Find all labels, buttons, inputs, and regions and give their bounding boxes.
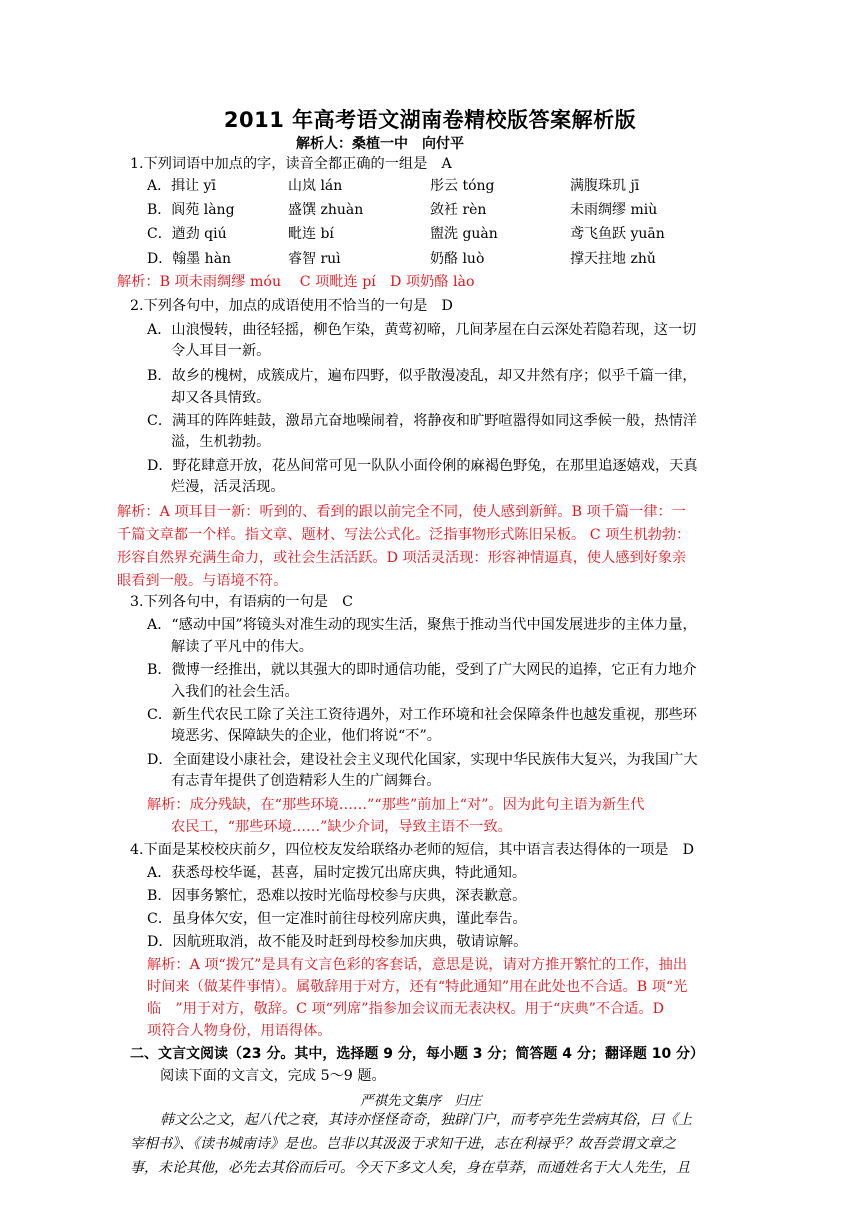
- q1-c-3: 盥洗 guàn: [430, 226, 498, 242]
- section-2-heading: 二、文言文阅读（23 分。其中，选择题 9 分，每小题 3 分；简答题 4 分；翻译题 10 分）: [130, 1046, 705, 1062]
- q3-line: 境恶劣、保障缺失的企业，他们将说“不”。: [171, 728, 441, 744]
- q2-line: 却又各具情致。: [171, 390, 271, 406]
- q1-d-4: 撑天拄地 zhǔ: [570, 251, 656, 267]
- q3-stem: 3.下列各句中，有语病的一句是 C: [130, 594, 354, 610]
- q4-option: C．虽身体欠安，但一定准时前往母校列席庆典，谨此奉告。: [147, 911, 527, 927]
- q1-a-2: 山岚 lán: [288, 178, 343, 194]
- q3-line: B．微博一经推出，就以其强大的即时通信功能，受到了广大网民的追捧，它正有力地介: [147, 662, 697, 678]
- q4-analysis: 临 ”用于对方，敬辞。C 项“列席”指参加会议而无表决权。用于“庆典”不合适。D: [147, 1001, 665, 1017]
- q1-b-4: 未雨绸缪 miù: [570, 202, 658, 218]
- q2-analysis: 千篇文章都一个样。指文章、题材、写法公式化。泛指事物形式陈旧呆板。 C 项生机勃勃：: [117, 527, 691, 543]
- q1-analysis: 解析：B 项未雨绸缪 móu C 项毗连 pí D 项奶酪 lào: [117, 274, 475, 290]
- q2-analysis: 形容自然界充满生命力，或社会生活活跃。D 项活灵活现：形容神情逼真，使人感到好象亲: [117, 550, 687, 566]
- q2-line: D．野花肆意开放，花丛间常可见一队队小面伶俐的麻褐色野兔，在那里追逐嬉戏，天真: [147, 458, 698, 474]
- author-line: 解析人：桑植一中 向付平: [296, 136, 464, 152]
- q2-line: B．故乡的槐树，成簇成片，遍布四野，似乎散漫凌乱，却又井然有序；似乎千篇一律，: [147, 368, 697, 384]
- q3-analysis: 解析：成分残缺，在“那些环境……”“那些”前加上“对”。因为此句主语为新生代: [147, 797, 645, 813]
- q2-line: 令人耳目一新。: [171, 343, 271, 359]
- q1-b-2: 盛馔 zhuàn: [288, 202, 364, 218]
- q4-analysis: 解析：A 项“拨冗”是具有文言色彩的客套话，意思是说，请对方推开繁忙的工作，抽出: [147, 957, 688, 973]
- q1-stem: 1.下列词语中加点的字，读音全都正确的一组是 A: [130, 156, 452, 172]
- essay-line: 事，未论其他，必先去其俗而后可。今天下多文人矣，身在草莽，而通姓名于大人先生，且: [130, 1160, 690, 1176]
- q2-line: C．满耳的阵阵蛙鼓，激昂亢奋地噪闹着，将静夜和旷野喧嚣得如同这季候一般，热情洋: [147, 413, 697, 429]
- essay-title: 严祺先文集序 归庄: [360, 1093, 482, 1109]
- section-2-intro: 阅读下面的文言文，完成 5～9 题。: [160, 1068, 386, 1084]
- q2-stem: 2.下列各句中，加点的成语使用不恰当的一句是 D: [130, 298, 453, 314]
- q3-line: C．新生代农民工除了关注工资待遇外，对工作环境和社会保障条件也越发重视，那些环: [147, 707, 697, 723]
- q1-d-1: D．翰墨 hàn: [147, 251, 232, 267]
- q1-b-3: 敛衽 rèn: [430, 202, 487, 218]
- q4-option: A．获悉母校华诞，甚喜，届时定拨冗出席庆典，特此通知。: [147, 865, 527, 881]
- q3-line: 有志青年提供了创造精彩人生的广阔舞台。: [171, 773, 441, 789]
- q1-d-3: 奶酪 luò: [430, 251, 485, 267]
- q2-analysis: 解析：A 项耳目一新：听到的、看到的跟以前完全不同，使人感到新鲜。B 项千篇一律：一: [117, 504, 686, 520]
- q4-analysis: 项符合人物身份，用语得体。: [147, 1023, 332, 1039]
- q4-option: B．因事务繁忙，恐难以按时光临母校参与庆典，深表歉意。: [147, 888, 527, 904]
- q1-a-3: 彤云 tóng: [430, 178, 495, 194]
- q2-line: 溢，生机勃勃。: [171, 434, 271, 450]
- q1-d-2: 睿智 ruì: [288, 251, 341, 267]
- q3-line: A．“感动中国”将镜头对准生动的现实生活，聚焦于推动当代中国发展进步的主体力量，: [147, 617, 697, 633]
- essay-line: 韩文公之文，起八代之衰，其诗亦怪怪奇奇，独辟门户，而考亭先生尝病其俗，曰《上: [160, 1112, 692, 1128]
- essay-line: 宰相书》、《读书城南诗》是也。岂非以其汲汲于求知干进，志在利禄乎？故吾尝谓文章之: [130, 1136, 676, 1152]
- q1-a-4: 满腹珠玑 jī: [570, 178, 640, 194]
- q3-analysis: 农民工，“那些环境……”缺少介词，导致主语不一致。: [171, 819, 512, 835]
- q2-analysis: 眼看到一般。与语境不符。: [117, 573, 288, 589]
- q1-c-1: C．遒劲 qiú: [147, 226, 227, 242]
- q4-analysis: 时间来（做某件事情）。属敬辞用于对方，还有“特此通知”用在此处也不合适。B 项“光: [147, 979, 688, 995]
- q3-line: 解读了平凡中的伟大。: [171, 639, 313, 655]
- q2-line: 烂漫，活灵活现。: [171, 479, 285, 495]
- q3-line: D．全面建设小康社会，建设社会主义现代化国家，实现中华民族伟大复兴，为我国广大: [147, 752, 698, 768]
- q4-stem: 4.下面是某校校庆前夕，四位校友发给联络办老师的短信，其中语言表达得体的一项是 D: [130, 842, 695, 858]
- q3-line: 入我们的社会生活。: [171, 684, 299, 700]
- page-title: 2011 年高考语文湖南卷精校版答案解析版: [223, 108, 637, 132]
- q1-c-4: 鸢飞鱼跃 yuān: [570, 226, 665, 242]
- q4-option: D．因航班取消，故不能及时赶到母校参加庆典，敬请谅解。: [147, 934, 528, 950]
- q2-line: A．山浪慢转，曲径轻摇，柳色乍染，黄莺初啼，几间茅屋在白云深处若隐若现，这一切: [147, 322, 697, 338]
- q1-a-1: A．揖让 yī: [147, 178, 216, 194]
- q1-c-2: 毗连 bí: [288, 226, 334, 242]
- q1-b-1: B．阆苑 làng: [147, 202, 235, 218]
